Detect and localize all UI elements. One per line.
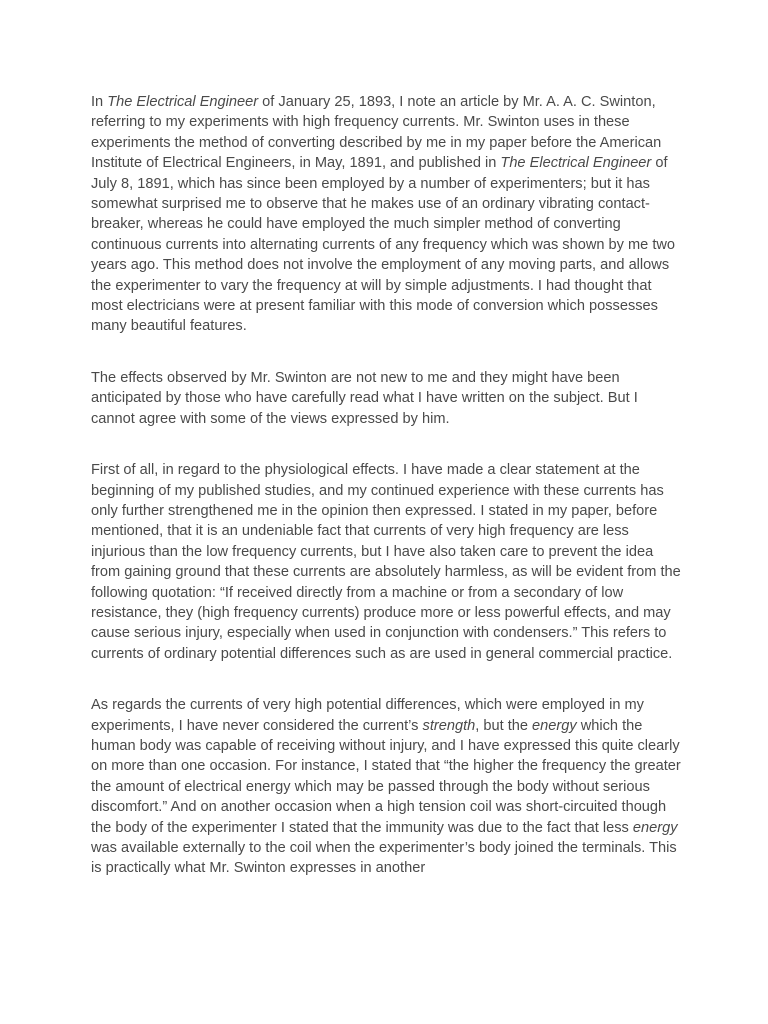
paragraph-4: As regards the currents of very high potential differences, which were employed in my experiments, I have never considered the current’s strength, but the energy which the human body was capable of receiving without injury, and I have expressed this quite clearly on more than one occasion. For instance, I stated that “the higher the frequency the greater the amount of electrical energy which may be passed through the body without serious discomfort.” And on another occasion when a high tension coil was short-circuited though the body of the experimenter I stated that the immunity was due to the fact that less energy was available externally to the coil when the experimenter’s body joined the terminals. This is practically what Mr. Swinton expresses in another	[91, 697, 681, 877]
emphasis-energy: energy	[532, 717, 577, 734]
emphasis-energy: energy	[632, 819, 678, 836]
journal-title: The Electrical Engineer	[107, 94, 259, 110]
emphasis-strength: strength	[422, 717, 476, 734]
paragraph-3: First of all, in regard to the physiological effects. I have made a clear statement at the beginning of my published studies, and my continued experience with these currents has only further strengthened me in the opinion then expressed. I stated in my paper, before mentioned, that it is an undeniable fact that currents of very high frequency are less injurious than the low frequency currents, but I have also taken care to prevent the idea from gaining ground that these currents are absolutely harmless, as will be evident from the following quotation: “If received directly from a machine or from a secondary of low resistance, they (high frequency currents) produce more or less powerful effects, and may cause serious injury, especially when used in conjunction with condensers.” This refers to currents of ordinary potential differences such as are used in general commercial practice.	[91, 462, 681, 662]
paragraph-1: In The Electrical Engineer of January 25, 1893, I note an article by Mr. A. A. C. Swinton, referring to my experiments with high frequency currents. Mr. Swinton uses in these experiments the method of converting described by me in my paper before the American Institute of Electrical Engineers, in May, 1891, and published in The Electrical Engineer of July 8, 1891, which has since been employed by a number of experimenters; but it has somewhat surprised me to observe that he makes use of an ordinary vibrating contact-breaker, whereas he could have employed the much simpler method of converting continuous currents into alternating currents of any frequency which was shown by me two years ago. This method does not involve the employment of any moving parts, and allows the experimenter to vary the frequency at will by simple adjustments. I had thought that most electricians were at present familiar with this mode of conversion which possesses many beautiful features.	[91, 94, 676, 335]
journal-title: The Electrical Engineer	[500, 155, 652, 172]
document-page	[91, 92, 683, 910]
paragraph-2: The effects observed by Mr. Swinton are not new to me and they might have been anticipated by those who have carefully read what I have written on the subject. But I cannot agree with some of the views expressed by him.	[91, 369, 638, 427]
